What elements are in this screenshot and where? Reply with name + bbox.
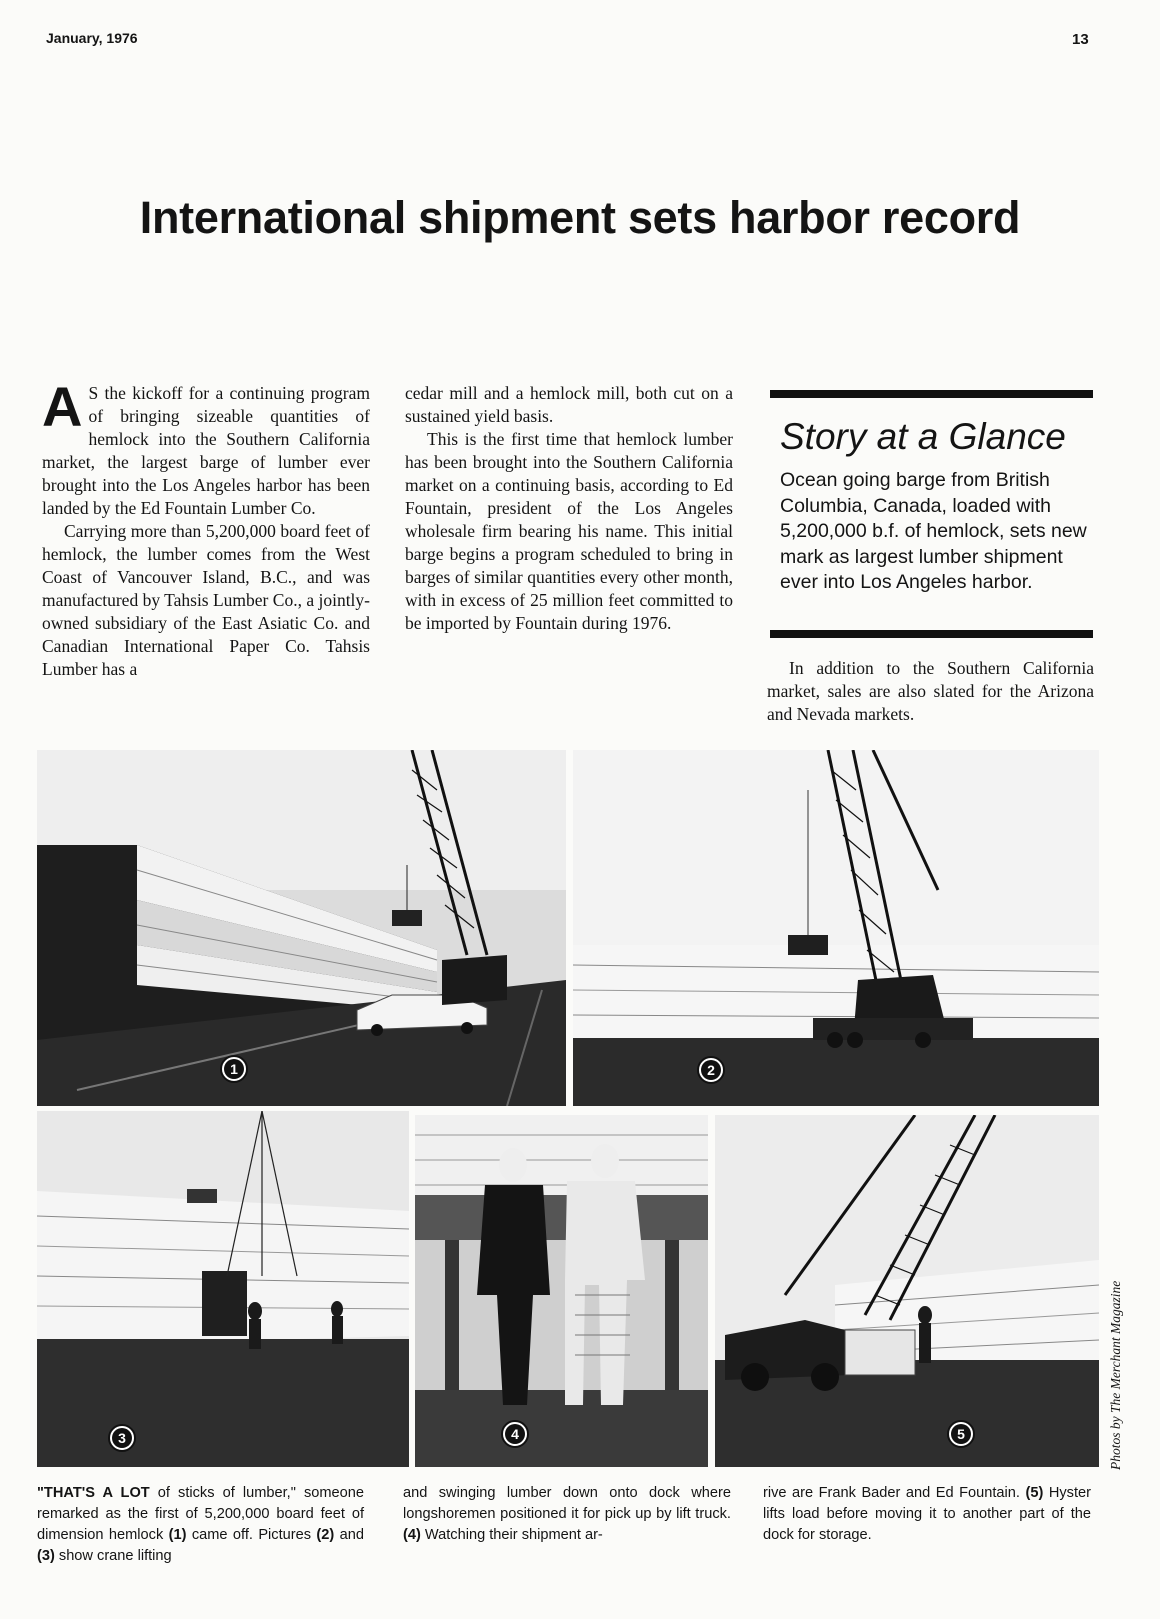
article-paragraph: This is the first time that hemlock lumber has been brought into the Southern California market on a continuing basis, according to Ed Fountain, president of the Los Angeles wholesale firm bearing his name. This initial barge begins a program scheduled to bring in barges of similar quantities every other month, with in excess of 25 million feet committed to be imported by Fountain during 1976. <box>405 429 733 633</box>
caption-lead: "THAT'S A LOT <box>37 1485 150 1501</box>
caption-column-3: rive are Frank Bader and Ed Fountain. (5) Hyster lifts load before moving it to another part of the dock for storage. <box>763 1485 1092 1543</box>
photo-credit: Photos by The Merchant Magazine <box>1108 1280 1123 1470</box>
glance-text: Ocean going barge from British Columbia, Canada, loaded with 5,200,000 b.f. of hemlock, sets new mark as largest lumber shipment ever into Los Angeles harbor. <box>780 469 1087 593</box>
glance-title: Story at a Glance <box>780 416 1066 457</box>
photo-2-crane-lifting <box>573 750 1099 1106</box>
page-number: 13 <box>1072 31 1089 48</box>
article-paragraph: S the kickoff for a continuing program of bringing sizeable quantities of hemlock into the Southern California market, the largest barge of lumber ever brought into the Los Angeles harbor has been landed by the Ed Fountain Lumber Co. <box>42 383 370 518</box>
article-column-3 <box>767 657 1094 726</box>
headline: International shipment sets harbor record <box>139 192 1021 243</box>
glance-rule-bottom <box>770 630 1093 638</box>
photo-4-frank-bader-ed-fountain <box>415 1115 708 1467</box>
article-column-1 <box>42 375 370 681</box>
photo-5-hyster-lift-truck <box>715 1115 1099 1467</box>
article-paragraph: Carrying more than 5,200,000 board feet of hemlock, the lumber comes from the West Coast of Vancouver Island, B.C., and was manufactured by Tahsis Lumber Co., a jointly-owned subsidiary of the East Asiatic Co. and Canadian International Paper Co. Tahsis Lumber has a <box>42 521 370 679</box>
caption-column-1: "THAT'S A LOT of sticks of lumber," someone remarked as the first of 5,200,000 board feet of dimension hemlock (1) came off. Pictures (2) and (3) show crane lifting <box>37 1485 364 1564</box>
caption-column-2: and swinging lumber down onto dock where longshoremen positioned it for pick up by lift truck. (4) Watching their shipment ar- <box>403 1485 731 1543</box>
photo-number-badge: 2 <box>697 1056 725 1084</box>
photo-number-badge: 5 <box>947 1420 975 1448</box>
article-column-2 <box>405 382 733 635</box>
photo-3-swinging-lumber <box>37 1111 409 1467</box>
photo-number-badge: 4 <box>501 1420 529 1448</box>
drop-cap: A <box>42 375 83 438</box>
photo-1-barge-unloading <box>37 750 566 1106</box>
photo-number-badge: 3 <box>108 1424 136 1452</box>
glance-rule-top <box>770 390 1093 398</box>
header-date: January, 1976 <box>46 30 138 46</box>
article-paragraph: In addition to the Southern California market, sales are also slated for the Arizona and Nevada markets. <box>767 658 1094 724</box>
article-paragraph: cedar mill and a hemlock mill, both cut on a sustained yield basis. <box>405 383 733 426</box>
photo-number-badge: 1 <box>220 1055 248 1083</box>
